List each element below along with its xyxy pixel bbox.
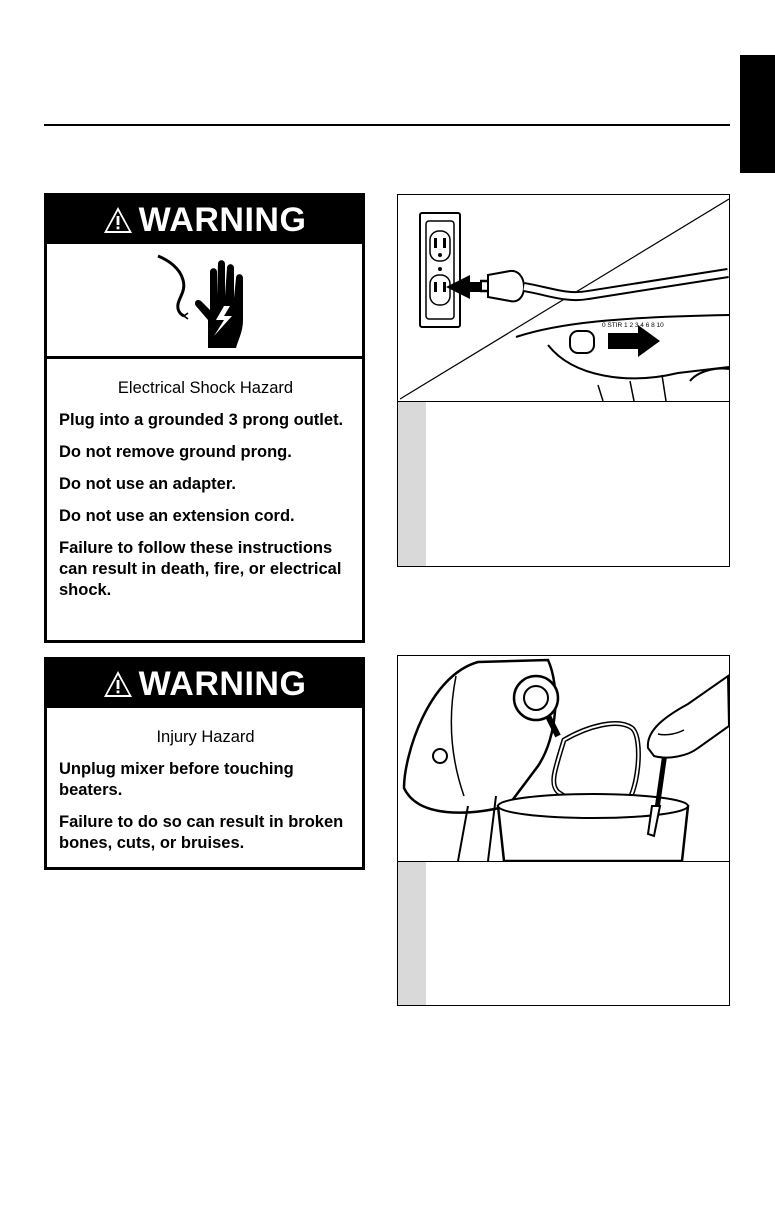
warning-title: WARNING (138, 201, 307, 239)
warning-header (47, 196, 362, 244)
caption-bar (398, 862, 426, 1005)
caption-area (398, 402, 729, 566)
arrow-icon (608, 325, 660, 357)
warning-instruction: Plug into a grounded 3 prong outlet. (59, 411, 344, 429)
unplug-illustration (398, 195, 729, 401)
electrical-shock-hand-icon (150, 250, 260, 350)
warning-triangle-icon (103, 206, 133, 234)
warning-instruction: Do not use an adapter. (59, 475, 236, 493)
warning-instruction: Do not remove ground prong. (59, 443, 292, 461)
injury-warning (44, 657, 365, 870)
warning-title: WARNING (138, 665, 307, 703)
figure-illustration (398, 656, 729, 862)
header-rule (44, 124, 730, 126)
figure-illustration (398, 195, 729, 402)
figure-beater (397, 655, 730, 1006)
hazard-name: Injury Hazard (156, 728, 255, 746)
wall-outlet (420, 213, 460, 327)
warning-instruction: Do not use an extension cord. (59, 507, 295, 525)
mixer-beater-illustration (398, 656, 729, 861)
warning-instruction: Unplug mixer before touching beaters. (59, 760, 294, 799)
hazard-name: Electrical Shock Hazard (117, 379, 294, 397)
warning-instruction: Failure to follow these instructions can result in death, fire, or electrical shock. (59, 539, 342, 599)
warning-header (47, 660, 362, 708)
speed-label: 0 STIR 1 2 3 4 6 8 10 (602, 322, 664, 329)
caption-bar (398, 402, 426, 566)
shock-illustration (47, 244, 362, 359)
electrical-shock-warning (44, 193, 365, 643)
figure-unplug (397, 194, 730, 567)
caption-area (398, 862, 729, 1005)
warning-triangle-icon (103, 670, 133, 698)
language-tab (740, 55, 775, 173)
warning-instruction: Failure to do so can result in broken bones, cuts, or bruises. (59, 813, 344, 852)
